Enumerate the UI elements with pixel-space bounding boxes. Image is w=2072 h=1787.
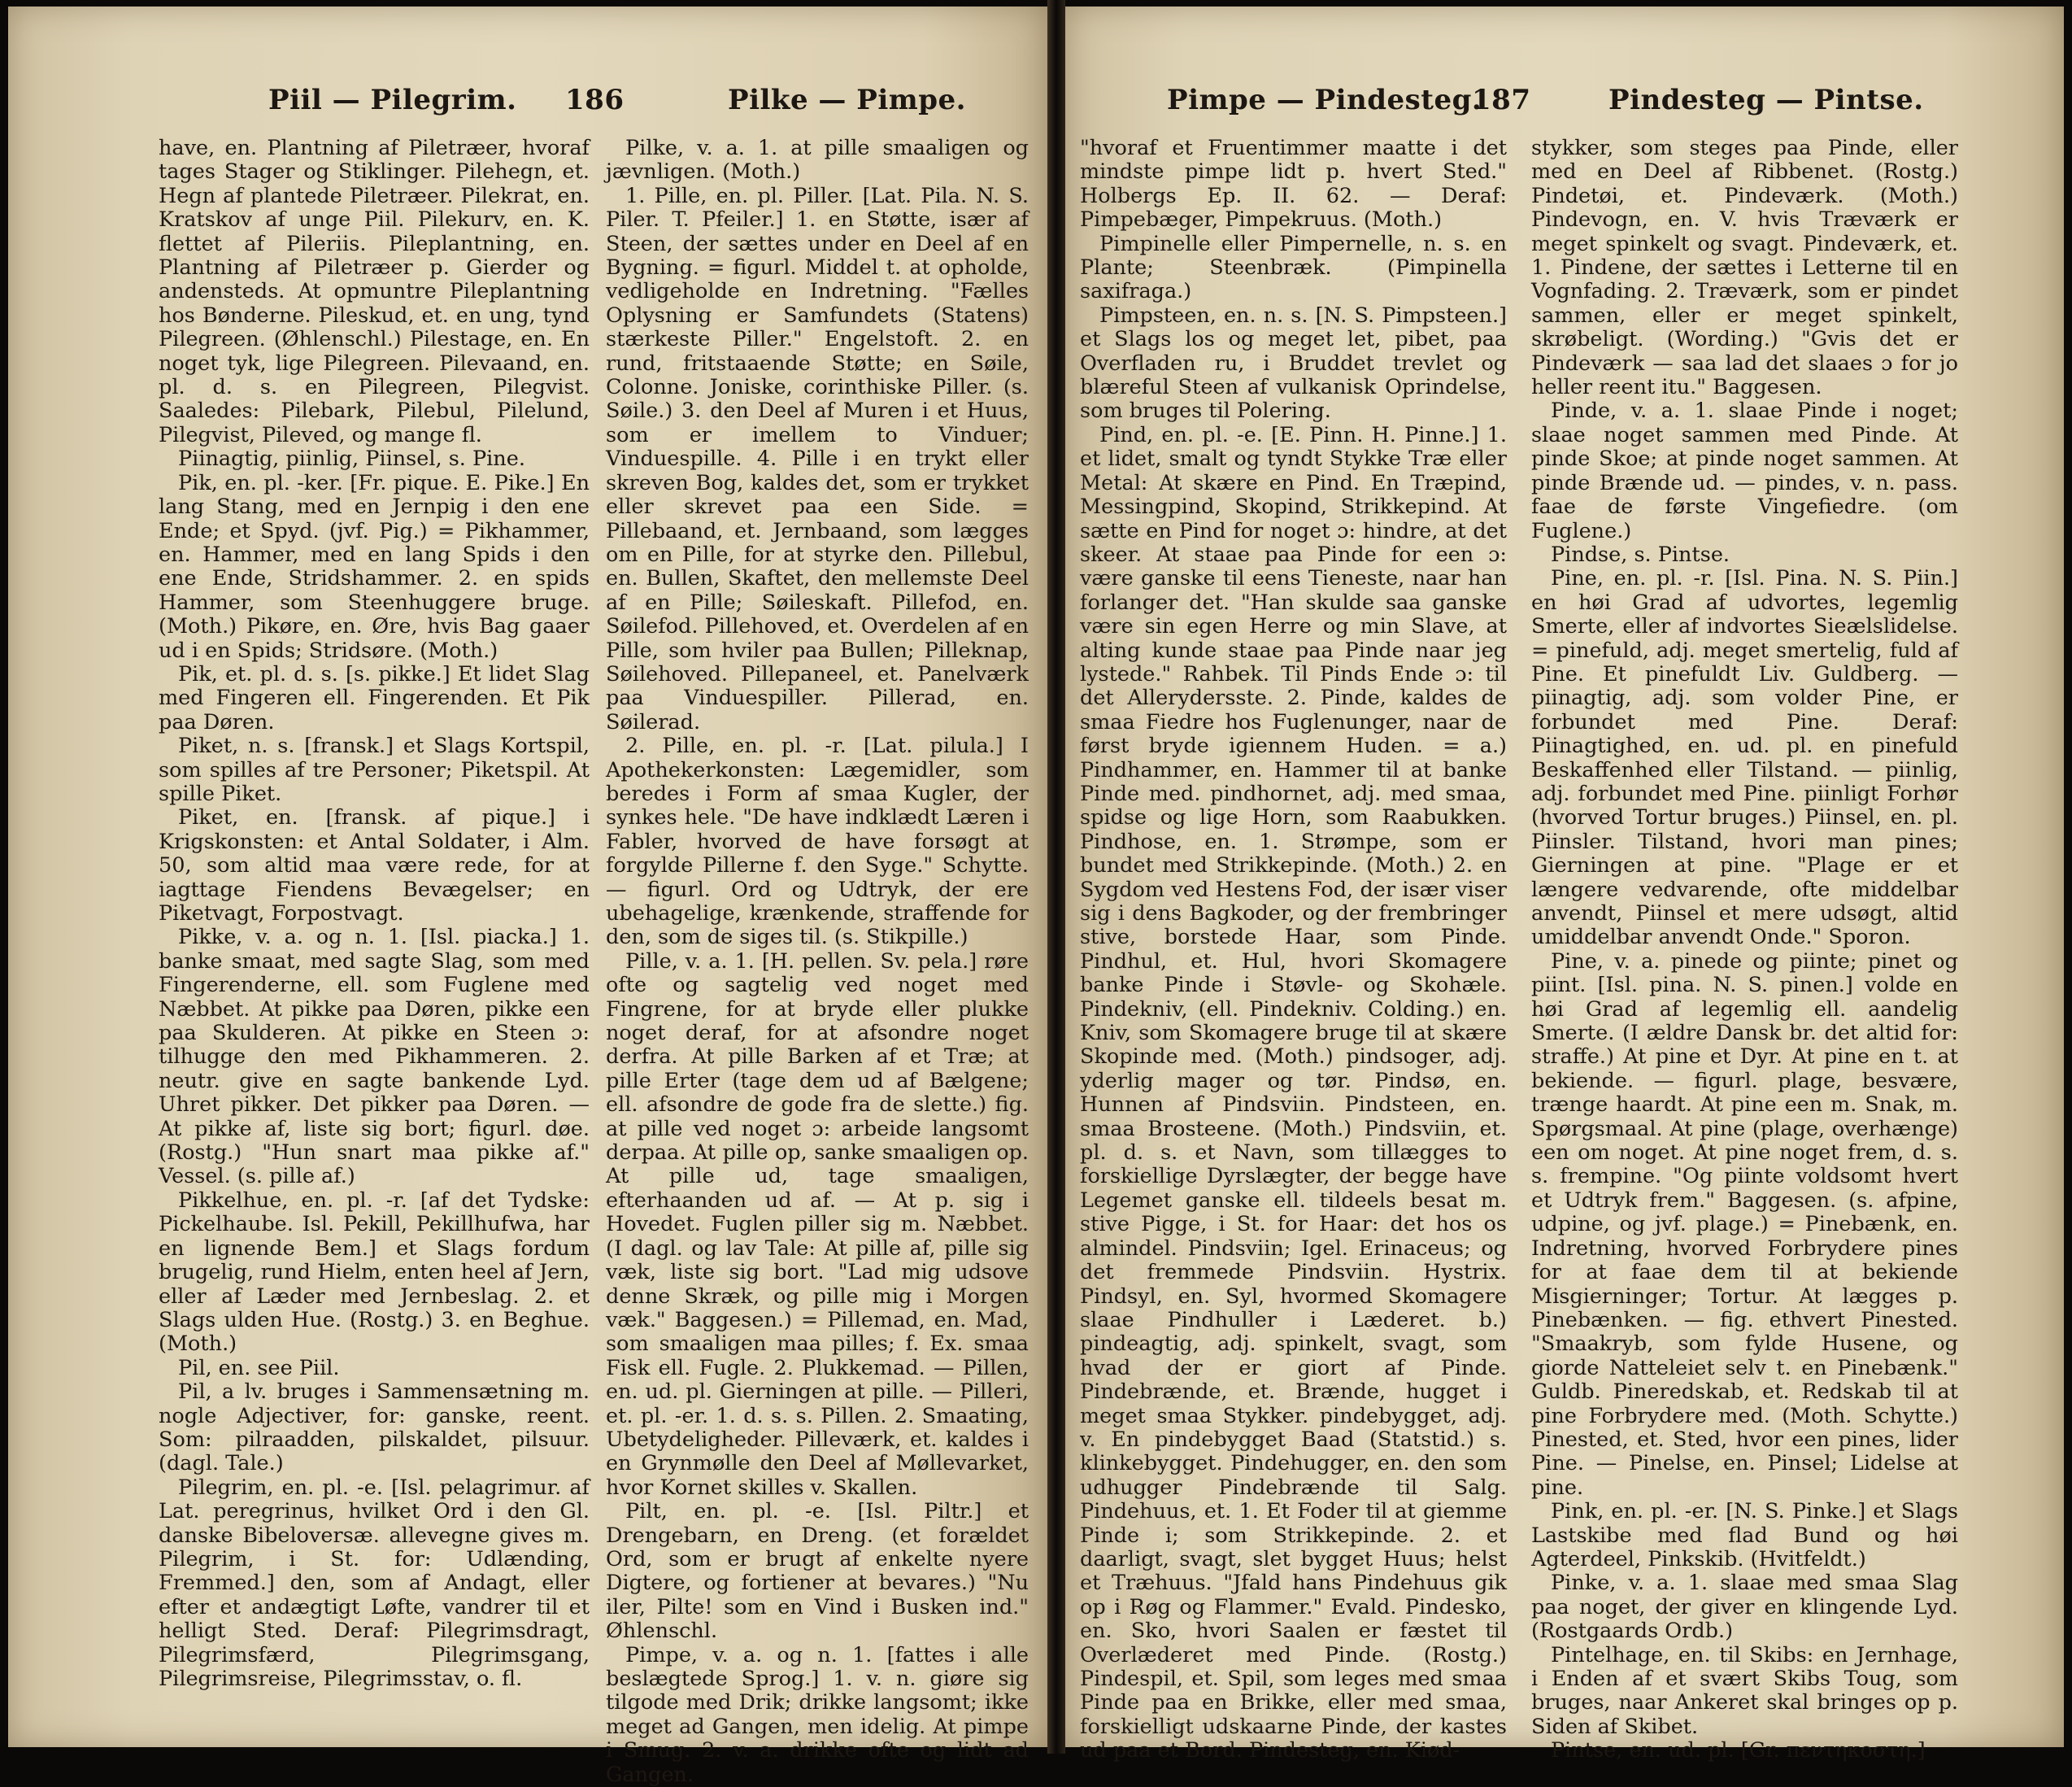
entry-paragraph: Pikke, v. a. og n. 1. [Isl. piacka.] 1. banke smaat, med sagte Slag, som med Fingerenderne, ell. som Fuglene med Næbbet. At pikke paa Døren, pikke een paa Skulderen. At pikke en Steen ɔ: tilhugge den med Pikhammeren. 2. neutr. give en sagte bankende Lyd. Uhret pikker. Det pikker paa Døren. — At pikke af, liste sig bort; figurl. døe. (Rostg.) "Hun snart maa pikke af." Vessel. (s. pille af.) [159, 925, 590, 1189]
left-page-header [8, 76, 1047, 133]
guide-word-right: Pindesteg — Pintse. [1608, 84, 1924, 116]
entry-paragraph: 2. Pille, en. pl. -r. [Lat. pilula.] I Apothekerkonsten: Lægemidler, som beredes i Form af smaa Kugler, der synkes hele. "De have indklædt Læren i Fabler, hvorved de have forsøgt at forgylde Pillerne f. den Syge." Schytte. — figurl. Ord og Udtryk, der ere ubehagelige, krænkende, straffende for den, som de siges til. (s. Stikpille.) [606, 734, 1029, 950]
entry-paragraph: Piket, en. [fransk. af pique.] i Krigskonsten: et Antal Soldater, i Alm. 50, som altid maa være rede, for at iagttage Fiendens Bevægelser; en Piketvagt, Forpostvagt. [159, 805, 590, 926]
entry-paragraph: Pikkelhue, en. pl. -r. [af det Tydske: Pickelhaube. Isl. Pekill, Pekillhufwa, har en lignende Bem.] et Slags fordum brugelig, rund Hielm, enten heel af Jern, eller af Læder med Jernbeslag. 2. et Slags ulden Hue. (Rostg.) 3. en Beghue. (Moth.) [159, 1188, 590, 1357]
entry-paragraph: "hvoraf et Fruentimmer maatte i det mindste pimpe lidt p. hvert Sted." Holbergs Ep. II. 62. — Deraf: Pimpebæger, Pimpekruus. (Moth.) [1080, 136, 1507, 233]
entry-paragraph: Pinde, v. a. 1. slaae Pinde i noget; slaae noget sammen med Pinde. At pinde Skoe; at pinde noget sammen. At pinde Brænde ud. — pindes, v. n. pass. faae de første Vingefiedre. (om Fuglene.) [1531, 399, 1958, 543]
entry-paragraph: Pille, v. a. 1. [H. pellen. Sv. pela.] røre ofte og sagtelig ved noget med Fingrene, for at bryde eller plukke noget deraf, for at afsondre noget derfra. At pille Barken af et Træ; at pille Erter (tage dem ud af Bælgene; ell. afsondre de gode fra de slette.) fig. at pille ved noget ɔ: arbeide langsomt derpaa. At pille op, sanke smaaligen op. At pille ud, tage smaaligen, efterhaanden ud af. — At p. sig i Hovedet. Fuglen piller sig m. Næbbet. (I dagl. og lav Tale: At pille af, pille sig væk, liste sig bort. "Lad mig udsove denne Skræk, og pille mig i Morgen væk." Baggesen.) = Pillemad, en. Mad, som smaaligen maa pilles; f. Ex. smaa Fisk ell. Fugle. 2. Plukkemad. — Pillen, en. ud. pl. Gierningen at pille. — Pilleri, et. pl. -er. 1. d. s. s. Pillen. 2. Smaating, Ubetydeligheder. Pilleværk, et. kaldes i en Grynmølle den Deel af Møllevarket, hvor Kornet skilles v. Skallen. [606, 948, 1029, 1500]
entry-paragraph: Pine, en. pl. -r. [Isl. Pina. N. S. Piin.] en høi Grad af udvortes, legemlig Smerte, eller af indvortes Sieælslidelse. = pinefuld, adj. meget smertelig, fuld af Pine. Et pinefuldt Liv. Guldberg. — piinagtig, adj. som volder Pine, er forbundet med Pine. Deraf: Piinagtighed, en. ud. pl. en pinefuld Beskaffenhed eller Tilstand. — piinlig, adj. forbundet med Pine. piinligt Forhør (hvorved Tortur bruges.) Piinsel, en. pl. Piinsler. Tilstand, hvori man pines; Gierningen at pine. "Plage er et længere vedvarende, ofte middelbar anvendt, Piinsel et mere udsøgt, altid umiddelbar anvendt Onde." Sporon. [1531, 566, 1958, 950]
entry-paragraph: 1. Pille, en. pl. Piller. [Lat. Pila. N. S. Piler. T. Pfeiler.] 1. en Støtte, især af Steen, der sættes under en Deel af en Bygning. = figurl. Middel t. at opholde, vedligeholde en Indretning. "Fælles Oplysning er Samfundets (Statens) stærkeste Piller." Engelstoft. 2. en rund, fritstaaende Støtte; en Søile, Colonne. Joniske, corinthiske Piller. (s. Søile.) 3. den Deel af Muren i et Huus, som er imellem to Vinduer; Vinduespille. 4. Pille i en trykt eller skreven Bog, kaldes det, som er trykket eller skrevet paa een Side. = Pillebaand, et. Jernbaand, som lægges om en Pille, for at styrke den. Pillebul, en. Bullen, Skaftet, den mellemste Deel af en Pille; Søileskaft. Pillefod, en. Søilefod. Pillehoved, et. Overdelen af en Pille, som hviler paa Bullen; Pilleknap, Søilehoved. Pillepaneel, et. Panelværk paa Vinduespiller. Pillerad, en. Søilerad. [606, 183, 1029, 734]
left-page-column-2 [606, 136, 1029, 1787]
entry-paragraph: Pilegrim, en. pl. -e. [Isl. pelagrimur. af Lat. peregrinus, hvilket Ord i den Gl. danske Bibeloversæ. allevegne gives m. Pilegrim, i St. for: Udlænding, Fremmed.] den, som af Andagt, eller efter et andægtigt Løfte, vandrer til et helligt Sted. Deraf: Pilegrimsdragt, Pilegrimsfærd, Pilegrimsgang, Pilegrimsreise, Pilegrimsstav, o. fl. [159, 1475, 590, 1691]
entry-paragraph: Pink, en. pl. -er. [N. S. Pinke.] et Slags Lastskibe med flad Bund og høi Agterdeel, Pinkskib. (Hvitfeldt.) [1531, 1499, 1958, 1571]
entry-paragraph: stykker, som steges paa Pinde, eller med en Deel af Ribbenet. (Rostg.) Pindetøi, et. Pindeværk. (Moth.) Pindevogn, en. V. hvis Træværk er meget spinkelt og svagt. Pindeværk, et. 1. Pindene, der sættes i Letterne til en Vognfading. 2. Træværk, som er pindet sammen, eller er meget spinkelt, skrøbeligt. (Wording.) "Gvis det er Pindeværk — saa lad det slaaes ɔ for jo heller reent itu." Baggesen. [1531, 136, 1958, 400]
guide-word-left: Piil — Pilegrim. [268, 84, 517, 116]
entry-paragraph: Pine, v. a. pinede og piinte; pinet og piint. [Isl. pina. N. S. pinen.] volde en høi Grad af legemlig ell. aandelig Smerte. (I ældre Dansk br. det altid for: straffe.) At pine et Dyr. At pine en t. at bekiende. — figurl. plage, besvære, trænge haardt. At pine een m. Snak, m. Spørgsmaal. At pine (plage, overhænge) een om noget. At pine noget frem, d. s. s. frempine. "Og piinte voldsomt hvert et Udtryk frem." Baggesen. (s. afpine, udpine, og jvf. plage.) = Pinebænk, en. Indretning, hvorved Forbrydere pines for at faae dem til at bekiende Misgierninger; Tortur. At lægges p. Pinebænken. — fig. ethvert Pinested. "Smaakryb, som fylde Husene, og giorde Natteleiet selv t. en Pinebænk." Guldb. Pineredskab, et. Redskab til at pine Forbrydere med. (Moth. Schytte.) Pinested, et. Sted, hvor een pines, lider Pine. — Pinelse, en. Pinsel; Lidelse at pine. [1531, 948, 1958, 1500]
right-page-column-1 [1080, 136, 1507, 1763]
entry-paragraph: Pinke, v. a. 1. slaae med smaa Slag paa noget, der giver en klingende Lyd. (Rostgaards Ordb.) [1531, 1571, 1958, 1644]
entry-paragraph: Pik, et. pl. d. s. [s. pikke.] Et lidet Slag med Fingeren ell. Fingerenden. Et Pik paa Døren. [159, 661, 590, 734]
entry-paragraph: Pilke, v. a. 1. at pille smaaligen og jævnligen. (Moth.) [606, 136, 1029, 185]
entry-paragraph: have, en. Plantning af Piletræer, hvoraf tages Stager og Stiklinger. Pilehegn, et. Hegn af plantede Piletræer. Pilekrat, en. Kratskov af unge Piil. Pilekurv, en. K. flettet af Pileriis. Pileplantning, en. Plantning af Piletræer p. Gierder og andensteds. At opmuntre Pileplantning hos Bønderne. Pileskud, et. en ung, tynd Pilegreen. (Øhlenschl.) Pilestage, en. En noget tyk, lige Pilegreen. Pilevaand, en. pl. d. s. en Pilegreen, Pilegvist. Saaledes: Pilebark, Pilebul, Pilelund, Pilegvist, Pileved, og mange fl. [159, 136, 590, 447]
entry-paragraph: Pimpe, v. a. og n. 1. [fattes i alle beslægtede Sprog.] 1. v. n. giøre sig tilgode med Drik; drikke langsomt; ikke meget ad Gangen, men idelig. At pimpe i Smug. 2. v. a. drikke ofte og lidt ad Gangen. [606, 1642, 1029, 1787]
entry-paragraph: Pintelhage, en. til Skibs: en Jernhage, i Enden af et svært Skibs Toug, som bruges, naar Ankeret skal bringes op p. Siden af Skibet. [1531, 1642, 1958, 1739]
left-page-column-1 [159, 137, 590, 1715]
entry-paragraph: Pimpsteen, en. n. s. [N. S. Pimpsteen.] et Slags los og meget let, pibet, paa Overfladen ru, i Bruddet trevlet og blæreful Steen af vulkanisk Oprindelse, som bruges til Polering. [1080, 303, 1507, 424]
entry-paragraph: Pik, en. pl. -ker. [Fr. pique. E. Pike.] En lang Stang, med en Jernpig i den ene Ende; et Spyd. (jvf. Pig.) = Pikhammer, en. Hammer, med en lang Spids i den ene Ende, Stridshammer. 2. en spids Hammer, som Steenhuggere bruge. (Moth.) Pikøre, en. Øre, hvis Bag gaaer ud i en Spids; Stridsøre. (Moth.) [159, 470, 590, 663]
book-gutter [1047, 0, 1065, 1754]
right-page-header [1065, 76, 2064, 133]
right-page [1065, 7, 2064, 1763]
entry-paragraph: Pilt, en. pl. -e. [Isl. Piltr.] et Drengebarn, en Dreng. (et forældet Ord, som er brugt af enkelte nyere Digtere, og fortiener at bevares.) "Nu iler, Pilte! som en Vind i Busken ind." Øhlenschl. [606, 1499, 1029, 1644]
entry-paragraph: Piket, n. s. [fransk.] et Slags Kortspil, som spilles af tre Personer; Piketspil. At spille Piket. [159, 734, 590, 806]
entry-paragraph: Piinagtig, piinlig, Piinsel, s. Pine. [178, 447, 525, 472]
page-number: 187 [1472, 84, 1531, 116]
guide-word-right: Pilke — Pimpe. [728, 84, 966, 116]
entry-paragraph: Pil, a lv. bruges i Sammensætning m. nogle Adjectiver, for: ganske, reent. Som: pilraadden, pilskaldet, pilsuur. (dagl. Tale.) [159, 1379, 590, 1476]
entry-paragraph: Pind, en. pl. -e. [E. Pinn. H. Pinne.] 1. et lidet, smalt og tyndt Stykke Træ eller Metal: At skære en Pind. En Træpind, Messingpind, Skopind, Strikkepind. At sætte en Pind for noget ɔ: hindre, at det skeer. At staae paa Pinde for een ɔ: være ganske til eens Tieneste, naar han forlanger det. "Han skulde saa ganske være sin egen Herre og min Slave, at alting kunde staae paa Pinde naar jeg lystede." Rahbek. Til Pinds Ende ɔ: til det Allerydersste. 2. Pinde, kaldes de smaa Fiedre hos Fuglenunger, naar de først bryde igiennem Huden. = a.) Pindhammer, en. Hammer til at banke Pinde med. pindhornet, adj. med smaa, spidse og lige Horn, som Raabukken. Pindhose, en. 1. Strømpe, som er bundet med Strikkepinde. (Moth.) 2. en Sygdom ved Hestens Fod, der især viser sig i dens Bagkoder, og der frembringer stive, borstede Haar, som Pinde. Pindhul, et. Hul, hvori Skomagere banke Pinde i Støvle- og Skohæle. Pindekniv, (ell. Pindekniv. Colding.) en. Kniv, som Skomagere bruge til at skære Skopinde med. (Moth.) pindsoger, adj. yderlig mager og tør. Pindsø, en. Hunnen af Pindsviin. Pindsteen, en. smaa Brosteene. (Moth.) Pindsviin, et. pl. d. s. et Navn, som tillægges to forskiellige Dyrslægter, der begge have Legemet ganske ell. tildeels besat m. stive Pigge, i St. for Haar: det hos os almindel. Pindsviin; Igel. Erinaceus; og det fremmede Pindsviin. Hystrix. Pindsyl, en. Syl, hvormed Skomagere slaae Pindhuller i Læderet. b.) pindeagtig, adj. spinkelt, svagt, som hvad der er giort af Pinde. Pindebrænde, et. Brænde, hugget i meget smaa Stykker. pindebygget, adj. v. En pindebygget Baad (Statstid.) s. klinkebygget. Pindehugger, en. den som udhugger Pindebrænde til Salg. Pindehuus, et. 1. Et Foder til at giemme Pinde i; som Strikkepinde. 2. et daarligt, svagt, slet bygget Huus; helst et Træhuus. "Jfald hans Pindehuus gik op i Røg og Flammer." Evald. Pindesko, en. Sko, hvori Saalen er fæstet til Overlæderet med Pinde. (Rostg.) Pindespil, et. Spil, som leges med smaa Pinde paa en Brikke, eller med smaa, forskielligt udskaarne Pinde, der kastes ud paa et Bord. Pindesteg, en. Kiød- [1080, 422, 1507, 1763]
entry-paragraph: Pil, en. see Piil. [178, 1355, 340, 1380]
entry-paragraph: Pindse, s. Pintse. [1551, 542, 1730, 567]
entry-paragraph: Pimpinelle eller Pimpernelle, n. s. en Plante; Steenbræk. (Pimpinella saxifraga.) [1080, 231, 1507, 304]
left-page [8, 7, 1047, 1787]
guide-word-left: Pimpe — Pindesteg. [1167, 84, 1482, 116]
right-page-column-2 [1531, 136, 1958, 1763]
entry-paragraph: Pintse, en. ud. pl. [Gr. πεντηκοστη.] [1551, 1738, 1926, 1763]
page-number: 186 [565, 84, 625, 116]
